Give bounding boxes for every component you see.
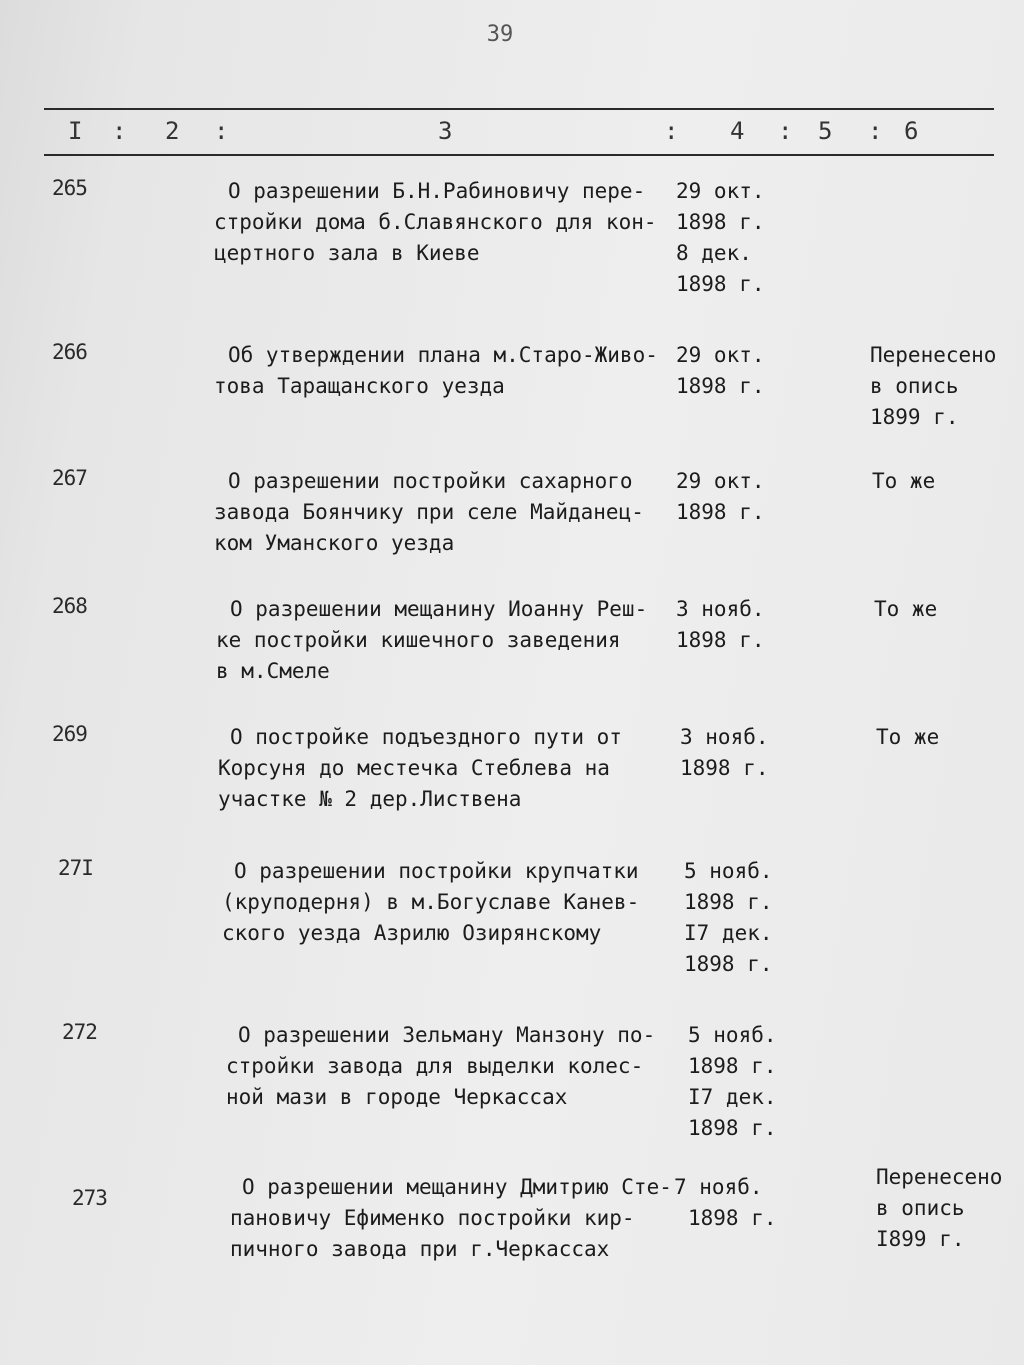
date-line: 1898 г. [688, 1206, 777, 1230]
column-separator: : [214, 117, 229, 145]
column-separator: : [868, 117, 883, 145]
date-line: I7 дек. [684, 921, 773, 945]
entry-dates [674, 1172, 784, 1234]
date-line: 3 нояб. [680, 725, 769, 749]
description-line: О разрешении постройки сахарного [228, 469, 633, 493]
column-separator: : [778, 117, 793, 145]
page-number: 39 [486, 22, 514, 47]
description-line: стройки завода для выделки колес- [226, 1054, 644, 1078]
entry-dates [676, 594, 786, 656]
entry-note [876, 1162, 1016, 1255]
note-line: То же [874, 597, 938, 621]
entry-note [872, 466, 1012, 497]
note-line: в опись [870, 374, 959, 398]
description-line: О разрешении мещанину Дмитрию Сте- [242, 1175, 672, 1199]
description-line: участке № 2 дер.Листвена [218, 787, 522, 811]
date-line: 29 окт. [676, 469, 765, 493]
date-line: 7 нояб. [674, 1175, 763, 1199]
description-line: Об утверждении плана м.Старо-Живо- [228, 343, 658, 367]
date-line: 1898 г. [684, 890, 773, 914]
entry-dates [676, 466, 786, 528]
date-line: 5 нояб. [684, 859, 773, 883]
date-line: 1898 г. [688, 1116, 777, 1140]
entry-description [226, 1020, 696, 1113]
entry-dates [684, 856, 794, 980]
description-line: О постройке подъездного пути от [230, 725, 622, 749]
column-header-4: 4 [730, 117, 745, 145]
entry-description [214, 176, 684, 269]
date-line: 29 окт. [676, 343, 765, 367]
column-separator: : [112, 117, 127, 145]
column-header-3: 3 [438, 117, 453, 145]
description-line: ского уезда Азрилю Озирянскому [222, 921, 602, 945]
note-line: Перенесено [870, 343, 997, 367]
date-line: 1898 г. [676, 500, 765, 524]
description-line: ной мази в городе Черкассах [226, 1085, 568, 1109]
note-line: То же [876, 725, 940, 749]
entry-number: 267 [52, 466, 87, 490]
entry-description [222, 856, 692, 949]
description-line: пановичу Ефименко постройки кир- [230, 1206, 635, 1230]
column-header-6: 6 [904, 117, 919, 145]
description-line: ком Уманского уезда [214, 531, 455, 555]
note-line: Перенесено [876, 1165, 1003, 1189]
entry-note [874, 594, 1014, 625]
column-header-2: 2 [165, 117, 180, 145]
date-line: 1898 г. [676, 272, 765, 296]
entry-number: 268 [52, 594, 87, 618]
column-header-5: 5 [818, 117, 833, 145]
entry-dates [676, 340, 786, 402]
date-line: 1898 г. [676, 628, 765, 652]
description-line: (круподерня) в м.Богуславе Канев- [222, 890, 640, 914]
date-line: 29 окт. [676, 179, 765, 203]
entry-dates [688, 1020, 798, 1144]
entry-dates [676, 176, 786, 300]
description-line: пичного завода при г.Черкассах [230, 1237, 610, 1261]
note-line: I899 г. [876, 1227, 965, 1251]
column-separator: : [664, 117, 679, 145]
description-line: О разрешении мещанину Иоанну Реш- [230, 597, 648, 621]
description-line: стройки дома б.Славянского для кон- [214, 210, 657, 234]
date-line: 8 дек. [676, 241, 752, 265]
description-line: завода Боянчику при селе Майданец- [214, 500, 644, 524]
date-line: 5 нояб. [688, 1023, 777, 1047]
date-line: 3 нояб. [676, 597, 765, 621]
entry-number: 266 [52, 340, 87, 364]
date-line: 1898 г. [676, 374, 765, 398]
description-line: цертного зала в Киеве [214, 241, 480, 265]
entry-description [214, 340, 684, 402]
date-line: 1898 г. [688, 1054, 777, 1078]
header-bottom-rule [44, 154, 994, 156]
date-line: I7 дек. [688, 1085, 777, 1109]
entry-note [876, 722, 1016, 753]
entry-description [216, 594, 686, 687]
note-line: в опись [876, 1196, 965, 1220]
header-top-rule [44, 108, 994, 110]
description-line: Корсуня до местечка Стеблева на [218, 756, 610, 780]
description-line: О разрешении постройки крупчатки [234, 859, 639, 883]
description-line: ке постройки кишечного заведения [216, 628, 621, 652]
entry-note [870, 340, 1010, 433]
description-line: това Таращанского уезда [214, 374, 505, 398]
column-header-1: I [68, 117, 83, 145]
date-line: 1898 г. [680, 756, 769, 780]
entry-description [218, 722, 688, 815]
entry-dates [680, 722, 790, 784]
entry-number: 27I [58, 856, 93, 880]
entry-number: 269 [52, 722, 87, 746]
entry-description [214, 466, 684, 559]
entry-number: 272 [62, 1020, 97, 1044]
date-line: 1898 г. [684, 952, 773, 976]
date-line: 1898 г. [676, 210, 765, 234]
note-line: 1899 г. [870, 405, 959, 429]
entry-number: 273 [72, 1186, 107, 1210]
column-header-row [0, 117, 1024, 147]
note-line: То же [872, 469, 936, 493]
description-line: в м.Смеле [216, 659, 330, 683]
entry-number: 265 [52, 176, 87, 200]
description-line: О разрешении Зельману Манзону по- [238, 1023, 656, 1047]
entry-description [230, 1172, 700, 1265]
description-line: О разрешении Б.Н.Рабиновичу пере- [228, 179, 646, 203]
